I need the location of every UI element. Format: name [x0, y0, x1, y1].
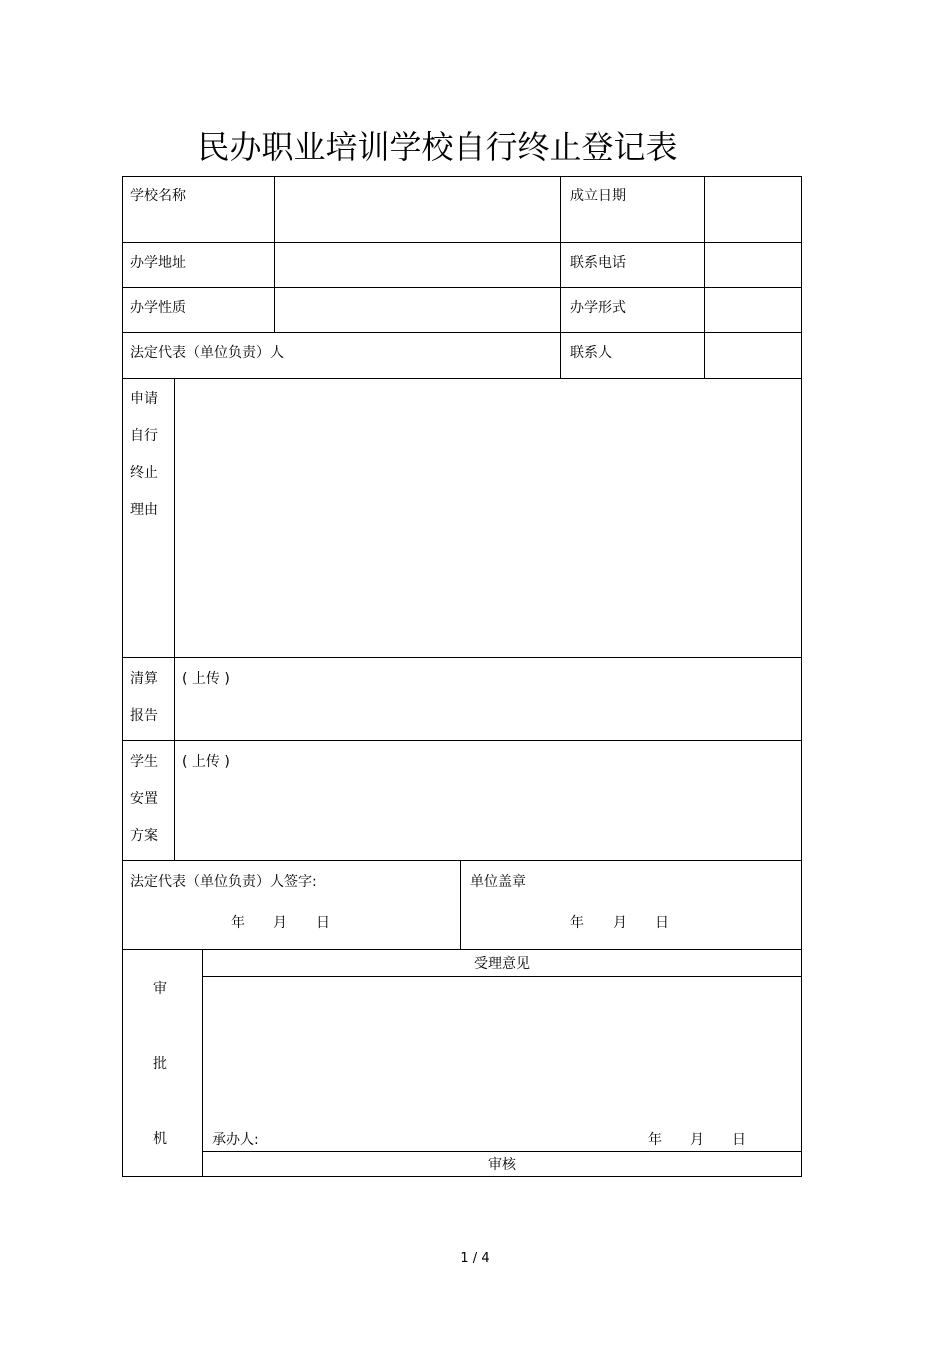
- contact-label: 联系人: [570, 345, 612, 361]
- founding-date-field[interactable]: [705, 177, 801, 242]
- reason-label-line: 理由: [130, 502, 158, 518]
- placement-upload-link[interactable]: ( 上传 ): [182, 754, 230, 770]
- seal-date-year: 年: [570, 915, 584, 931]
- sign-date-day: 日: [316, 915, 330, 931]
- nature-field[interactable]: [275, 288, 560, 332]
- school-name-field[interactable]: [275, 177, 560, 242]
- seal-date-month: 月: [613, 915, 627, 931]
- row-divider: [122, 657, 802, 658]
- placement-label-line: 方案: [130, 828, 158, 844]
- seal-label: 单位盖章: [470, 874, 526, 890]
- nature-label: 办学性质: [130, 300, 186, 316]
- sign-date-year: 年: [231, 915, 245, 931]
- liquidation-upload-link[interactable]: ( 上传 ): [182, 671, 230, 687]
- approval-date-month: 月: [690, 1132, 704, 1148]
- placement-label-line: 学生: [130, 754, 158, 770]
- sign-date-month: 月: [273, 915, 287, 931]
- approval-side-label: 机: [153, 1131, 167, 1147]
- liquidation-label-line: 清算: [130, 671, 158, 687]
- form-label: 办学形式: [570, 300, 626, 316]
- row-divider: [122, 949, 802, 950]
- acceptance-header: 受理意见: [474, 956, 530, 972]
- row-divider: [122, 332, 802, 333]
- row-divider: [202, 1151, 802, 1152]
- address-field[interactable]: [275, 243, 560, 287]
- page-number: 1 / 4: [460, 1251, 490, 1266]
- row-divider: [122, 860, 802, 861]
- approval-date-year: 年: [648, 1132, 662, 1148]
- reason-label-line: 申请: [130, 391, 158, 407]
- phone-label: 联系电话: [570, 255, 626, 271]
- school-name-label: 学校名称: [130, 188, 186, 204]
- reason-field[interactable]: [175, 379, 801, 657]
- seal-date-day: 日: [655, 915, 669, 931]
- reason-label-line: 终止: [130, 465, 158, 481]
- approval-date-day: 日: [732, 1132, 746, 1148]
- review-header: 审核: [488, 1157, 516, 1173]
- contact-field[interactable]: [705, 333, 801, 378]
- form-field[interactable]: [705, 288, 801, 332]
- col-divider: [460, 860, 461, 949]
- phone-field[interactable]: [705, 243, 801, 287]
- placement-label-line: 安置: [130, 791, 158, 807]
- liquidation-label-line: 报告: [130, 708, 158, 724]
- row-divider: [122, 740, 802, 741]
- address-label: 办学地址: [130, 255, 186, 271]
- acceptance-opinion-field[interactable]: [203, 977, 801, 1127]
- legal-sign-label: 法定代表（单位负责）人签字:: [130, 874, 317, 890]
- handler-label: 承办人:: [212, 1132, 259, 1148]
- legal-rep-label: 法定代表（单位负责）人: [130, 345, 284, 361]
- approval-side-label: 审: [153, 981, 167, 997]
- page-title: 民办职业培训学校自行终止登记表: [197, 128, 678, 166]
- col-divider: [560, 176, 561, 378]
- founding-date-label: 成立日期: [570, 188, 626, 204]
- reason-label-line: 自行: [130, 428, 158, 444]
- approval-side-label: 批: [153, 1056, 167, 1072]
